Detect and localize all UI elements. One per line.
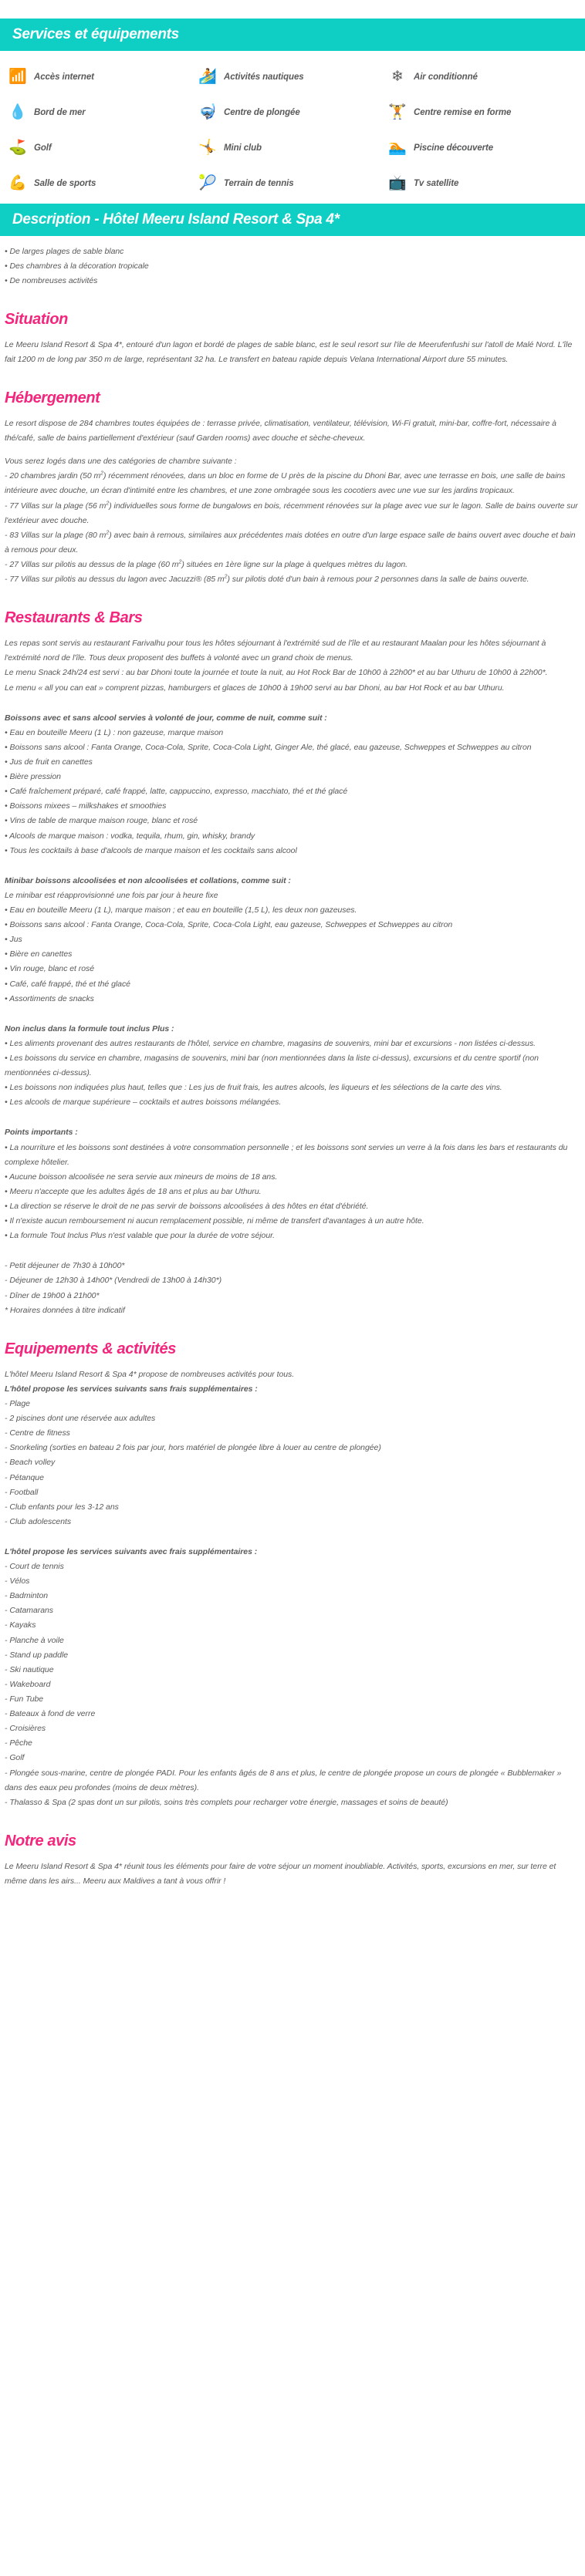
drink-item: • Boissons mixees – milkshakes et smoothies <box>5 801 167 811</box>
free-service-item: - 2 piscines dont une réservée aux adultes <box>5 1414 156 1424</box>
paid-service-item: - Fun Tube <box>5 1694 44 1704</box>
important-point-item: • La direction se réserve le droit de ne pas servir de boissons alcoolisées à des hôtes en état d'ébriété. <box>5 1201 369 1211</box>
notre-avis-paragraph: Le Meeru Island Resort & Spa 4* réunit tous les éléments pour faire de votre séjour un moment inoubliable. Activités, sports, excursions en mer, sur terre et même dans les airs... Meeru aux Maldives a tant à vous offrir ! <box>5 1861 556 1886</box>
important-point-item: • Meeru n'accepte que les adultes âgés de 18 ans et plus au bar Uthuru. <box>5 1186 262 1196</box>
excluded-title: Non inclus dans la formule tout inclus Plus : <box>5 1023 174 1033</box>
service-item <box>198 62 387 93</box>
paid-service-item: - Court de tennis <box>5 1562 64 1572</box>
description-highlight-item: • Des chambres à la décoration tropicale <box>5 261 149 271</box>
restaurants-intro-paragraph: Les repas sont servis au restaurant Farivalhu pour tous les hôtes séjournant à l'extrémité sud de l'île et au restaurant Maalan pour les hôtes séjournant à l'extrémité nord de l'île. Tous deux proposent des buffets à volonté avec un grand choix de menus. <box>5 639 546 663</box>
service-item <box>387 133 577 164</box>
description-highlight-item: • De larges plages de sable blanc <box>5 246 124 256</box>
minibar-item: • Jus <box>5 935 22 945</box>
service-item <box>387 62 577 93</box>
hebergement-intro: Le resort dispose de 284 chambres toutes équipées de : terrasse privée, climatisation, ventilateur, télévision, Wi-Fi gratuit, mini-bar, coffre-fort, nécessaire à thé/café, salle de bains partiellement d'extérieur (sauf Garden rooms) avec douche et sèche-cheveux. <box>5 419 556 443</box>
free-service-item: - Snorkeling (sorties en bateau 2 fois par jour, hors matériel de plongée libre à louer au centre de plongée) <box>5 1443 381 1453</box>
minibar-item: • Eau en bouteille Meeru (1 L), marque maison ; et eau en bouteille (1,5 L), les deux non gazeuses. <box>5 905 357 915</box>
room-category-item: - 77 Villas sur pilotis au dessus du lagon avec Jacuzzi® (85 $m^2$) sur pilotis doté d'un bain à remous pour 2 personnes dans la salle de bains ouverte. <box>5 574 529 585</box>
room-category-item: - 27 Villas sur pilotis au dessus de la plage (60 $m^2$) situées en 1ère ligne sur la plage à quelques mètres du lagon. <box>5 559 408 570</box>
meal-times-list <box>5 1259 580 1317</box>
drink-item: • Café fraîchement préparé, café frappé, latte, cappuccino, expresso, macchiato, thé et thé glacé <box>5 787 348 797</box>
meal-time-item: * Horaires données à titre indicatif <box>5 1305 125 1315</box>
important-points-list <box>5 1141 580 1244</box>
service-item-label: Air conditionné <box>414 72 478 82</box>
room-category-item: - 77 Villas sur la plage (56 $m^2$) individuelles sous forme de bungalows en bois, récemment rénovées sur la plage avec vue sur le lagon. Salle de bains ouverte sur l'extérieur avec douche. <box>5 501 578 525</box>
service-item <box>387 168 577 199</box>
section-heading-hebergement: Hébergement <box>5 389 100 407</box>
important-point-item: • Il n'existe aucun remboursement ni aucun remplacement possible, ni même de transfert d'avantages à un autre hôte. <box>5 1216 424 1226</box>
satellite-tv-icon: 📺 <box>388 175 407 192</box>
service-item-label: Golf <box>34 143 52 153</box>
drink-item: • Boissons sans alcool : Fanta Orange, Coca-Cola, Sprite, Coca-Cola Light, Ginger Ale, thé glacé, eau gazeuse, Schweppes et Schweppes au citron <box>5 742 532 752</box>
free-service-item: - Pétanque <box>5 1472 44 1482</box>
service-item-label: Bord de mer <box>34 107 86 117</box>
service-item <box>198 133 387 164</box>
meal-time-item: - Dîner de 19h00 à 21h00* <box>5 1290 100 1300</box>
paid-service-item: - Croisières <box>5 1724 46 1734</box>
section-heading-notre-avis: Notre avis <box>5 1832 76 1849</box>
water-drops-icon: 💧 <box>8 104 27 121</box>
important-points-title: Points importants : <box>5 1128 78 1138</box>
meal-time-item: - Petit déjeuner de 7h30 à 10h00* <box>5 1261 125 1271</box>
free-service-item: - Club enfants pour les 3-12 ans <box>5 1502 119 1512</box>
wifi-icon: 📶 <box>8 69 27 86</box>
paid-service-item: - Planche à voile <box>5 1635 64 1645</box>
free-service-item: - Plage <box>5 1398 30 1408</box>
paid-service-item: - Badminton <box>5 1591 49 1601</box>
drink-item: • Eau en bouteille Meeru (1 L) : non gazeuse, marque maison <box>5 727 224 737</box>
hebergement-categories-intro: Vous serez logés dans une des catégories de chambre suivante : <box>5 457 237 467</box>
minibar-note: Le minibar est réapprovisionné une fois par jour à heure fixe <box>5 890 218 900</box>
fitness-equipment-icon: 🏋 <box>388 104 407 121</box>
important-point-item: • Aucune boisson alcoolisée ne sera servie aux mineurs de moins de 18 ans. <box>5 1172 278 1182</box>
paid-service-item: - Golf <box>5 1753 25 1763</box>
section-heading-equipements: Equipements & activités <box>5 1340 176 1357</box>
drinks-list <box>5 726 580 858</box>
paid-service-item: - Thalasso & Spa (2 spas dont un sur pilotis, soins très complets pour recharger votre énergie, massages et soins de beauté) <box>5 1797 448 1807</box>
section-heading-situation: Situation <box>5 310 68 328</box>
paid-service-item: - Catamarans <box>5 1606 54 1616</box>
free-service-item: - Football <box>5 1487 39 1497</box>
service-item-label: Salle de sports <box>34 178 96 188</box>
excluded-item: • Les alcools de marque supérieure – cocktails et autres boissons mélangées. <box>5 1097 282 1108</box>
free-service-item: - Centre de fitness <box>5 1428 70 1438</box>
paid-service-item: - Kayaks <box>5 1620 36 1630</box>
minibar-item: • Bière en canettes <box>5 949 73 959</box>
services-grid <box>0 51 585 204</box>
drink-item: • Alcools de marque maison : vodka, tequila, rhum, gin, whisky, brandy <box>5 831 255 841</box>
room-category-item: - 83 Villas sur la plage (80 $m^2$) avec bain à remous, similaires aux précédentes mais dotées en outre d'un large espace salle de bains ouvert avec douche et bain à remous pour deux. <box>5 530 576 555</box>
restaurants-intro-paragraph: Le menu Snack 24h/24 est servi : au bar Dhoni toute la journée et toute la nuit, au Hot Rock Bar de 10h00 à 22h00* et au bar Uthuru de 10h00 à 22h00*. <box>5 668 548 678</box>
paid-service-item: - Vélos <box>5 1576 30 1586</box>
service-item <box>198 168 387 199</box>
services-banner-title: Services et équipements <box>0 19 585 51</box>
minibar-title: Minibar boissons alcoolisées et non alcoolisées et collations, comme suit : <box>5 875 291 885</box>
muscle-arm-icon: 💪 <box>8 175 27 192</box>
restaurants-intro-list <box>5 636 580 695</box>
free-services-list <box>5 1397 580 1529</box>
description-highlights-list <box>5 244 580 288</box>
paid-service-item: - Ski nautique <box>5 1664 54 1674</box>
drinks-title: Boissons avec et sans alcool servies à volonté de jour, comme de nuit, comme suit : <box>5 713 327 723</box>
service-item <box>8 133 198 164</box>
service-item-label: Centre de plongée <box>224 107 300 117</box>
equipements-intro: L'hôtel Meeru Island Resort & Spa 4* propose de nombreuses activités pour tous. <box>5 1369 295 1379</box>
service-item-label: Centre remise en forme <box>414 107 512 117</box>
service-item <box>8 62 198 93</box>
minibar-item: • Café, café frappé, thé et thé glacé <box>5 979 130 989</box>
situation-paragraph: Le Meeru Island Resort & Spa 4*, entouré d'un lagon et bordé de plages de sable blanc, est le seul resort sur l'ile de Meerufenfushi sur l'atoll de Malé Nord. L'île fait 1200 m de long par 350 m de large, représentant 32 ha. Le transfert en bateau rapide depuis Velana International Airport dure 55 minutes. <box>5 339 573 364</box>
excluded-list <box>5 1037 580 1111</box>
minibar-item: • Boissons sans alcool : Fanta Orange, Coca-Cola, Sprite, Coca-Cola Light, eau gazeuse, Schweppes et Schweppes au citron <box>5 920 453 930</box>
free-service-item: - Beach volley <box>5 1458 56 1468</box>
description-banner-title: Description - Hôtel Meeru Island Resort & Spa 4* <box>0 204 585 236</box>
section-heading-restaurants: Restaurants & Bars <box>5 609 143 627</box>
service-item-label: Terrain de tennis <box>224 178 294 188</box>
excluded-item: • Les boissons du service en chambre, magasins de souvenirs, mini bar (non mentionnées dans la liste ci-dessus), excursions et du centre sportif (non mentionnées ci-dessus). <box>5 1053 539 1078</box>
description-content <box>0 236 585 1911</box>
minibar-item: • Assortiments de snacks <box>5 993 94 1003</box>
restaurants-intro-paragraph: Le menu « all you can eat » comprent pizzas, hamburgers et glaces de 10h00 à 19h00 servi au bar Dhoni, au bar Hot Rock et au bar Uthuru. <box>5 683 505 693</box>
description-highlight-item: • De nombreuses activités <box>5 275 98 285</box>
service-item <box>198 97 387 128</box>
meal-time-item: - Déjeuner de 12h30 à 14h00* (Vendredi de 13h00 à 14h30*) <box>5 1276 222 1286</box>
hebergement-categories-list <box>5 469 580 587</box>
paid-service-item: - Pêche <box>5 1738 32 1748</box>
water-sports-icon: 🏄 <box>198 69 217 86</box>
free-service-item: - Club adolescents <box>5 1516 72 1526</box>
room-category-item: - 20 chambres jardin (50 $m^2$) récemment rénovées, dans un bloc en forme de U près de la piscine du Dhoni Bar, avec une terrasse en bois, une salle de bains intérieure avec douche, un écran d'intimité entre les chambres, et une zone ombragée sous les cocotiers avec une vue sur les jardins tropicaux. <box>5 470 566 496</box>
paid-services-title: L'hôtel propose les services suivants avec frais supplémentaires : <box>5 1546 258 1556</box>
service-item-label: Activités nautiques <box>224 72 304 82</box>
paid-service-item: - Plongée sous-marine, centre de plongée PADI. Pour les enfants âgés de 8 ans et plus, le centre de plongée propose un cours de plongée « Bubblemaker » dans des eaux peu profondes (moins de deux mètres). <box>5 1768 562 1792</box>
service-item-label: Mini club <box>224 143 262 153</box>
paid-services-list <box>5 1559 580 1810</box>
snowflake-icon: ❄ <box>391 69 404 86</box>
excluded-item: • Les aliments provenant des autres restaurants de l'hôtel, service en chambre, magasins de souvenirs, mini bar et excursions - non listées ci-dessus. <box>5 1038 536 1048</box>
important-point-item: • La formule Tout Inclus Plus n'est valable que pour la durée de votre séjour. <box>5 1231 276 1241</box>
service-item-label: Piscine découverte <box>414 143 494 153</box>
swimming-pool-icon: 🏊 <box>388 140 407 157</box>
kids-club-icon: 🤸 <box>198 140 217 157</box>
drink-item: • Bière pression <box>5 772 61 782</box>
paid-service-item: - Stand up paddle <box>5 1650 69 1660</box>
minibar-item: • Vin rouge, blanc et rosé <box>5 964 95 974</box>
tennis-icon: 🎾 <box>198 175 217 192</box>
service-item-label: Accès internet <box>34 72 94 82</box>
paid-service-item: - Bateaux à fond de verre <box>5 1709 96 1719</box>
minibar-list <box>5 903 580 1006</box>
drink-item: • Jus de fruit en canettes <box>5 757 93 767</box>
paid-service-item: - Wakeboard <box>5 1679 51 1689</box>
free-services-title: L'hôtel propose les services suivants sans frais supplémentaires : <box>5 1384 258 1394</box>
drink-item: • Vins de table de marque maison rouge, blanc et rosé <box>5 816 198 826</box>
drink-item: • Tous les cocktails à base d'alcools de marque maison et les cocktails sans alcool <box>5 845 297 855</box>
service-item <box>8 168 198 199</box>
important-point-item: • La nourriture et les boissons sont destinées à votre consommation personnelle ; et les boissons sont servies un verre à la fois dans les bars et restaurants du complexe hôtelier. <box>5 1142 568 1167</box>
service-item-label: Tv satellite <box>414 178 459 188</box>
golf-icon: ⛳ <box>8 140 27 157</box>
service-item <box>387 97 577 128</box>
service-item <box>8 97 198 128</box>
diving-icon: 🤿 <box>198 104 217 121</box>
excluded-item: • Les boissons non indiquées plus haut, telles que : Les jus de fruit frais, les autres alcools, les liqueurs et les sélections de la carte des vins. <box>5 1083 502 1093</box>
